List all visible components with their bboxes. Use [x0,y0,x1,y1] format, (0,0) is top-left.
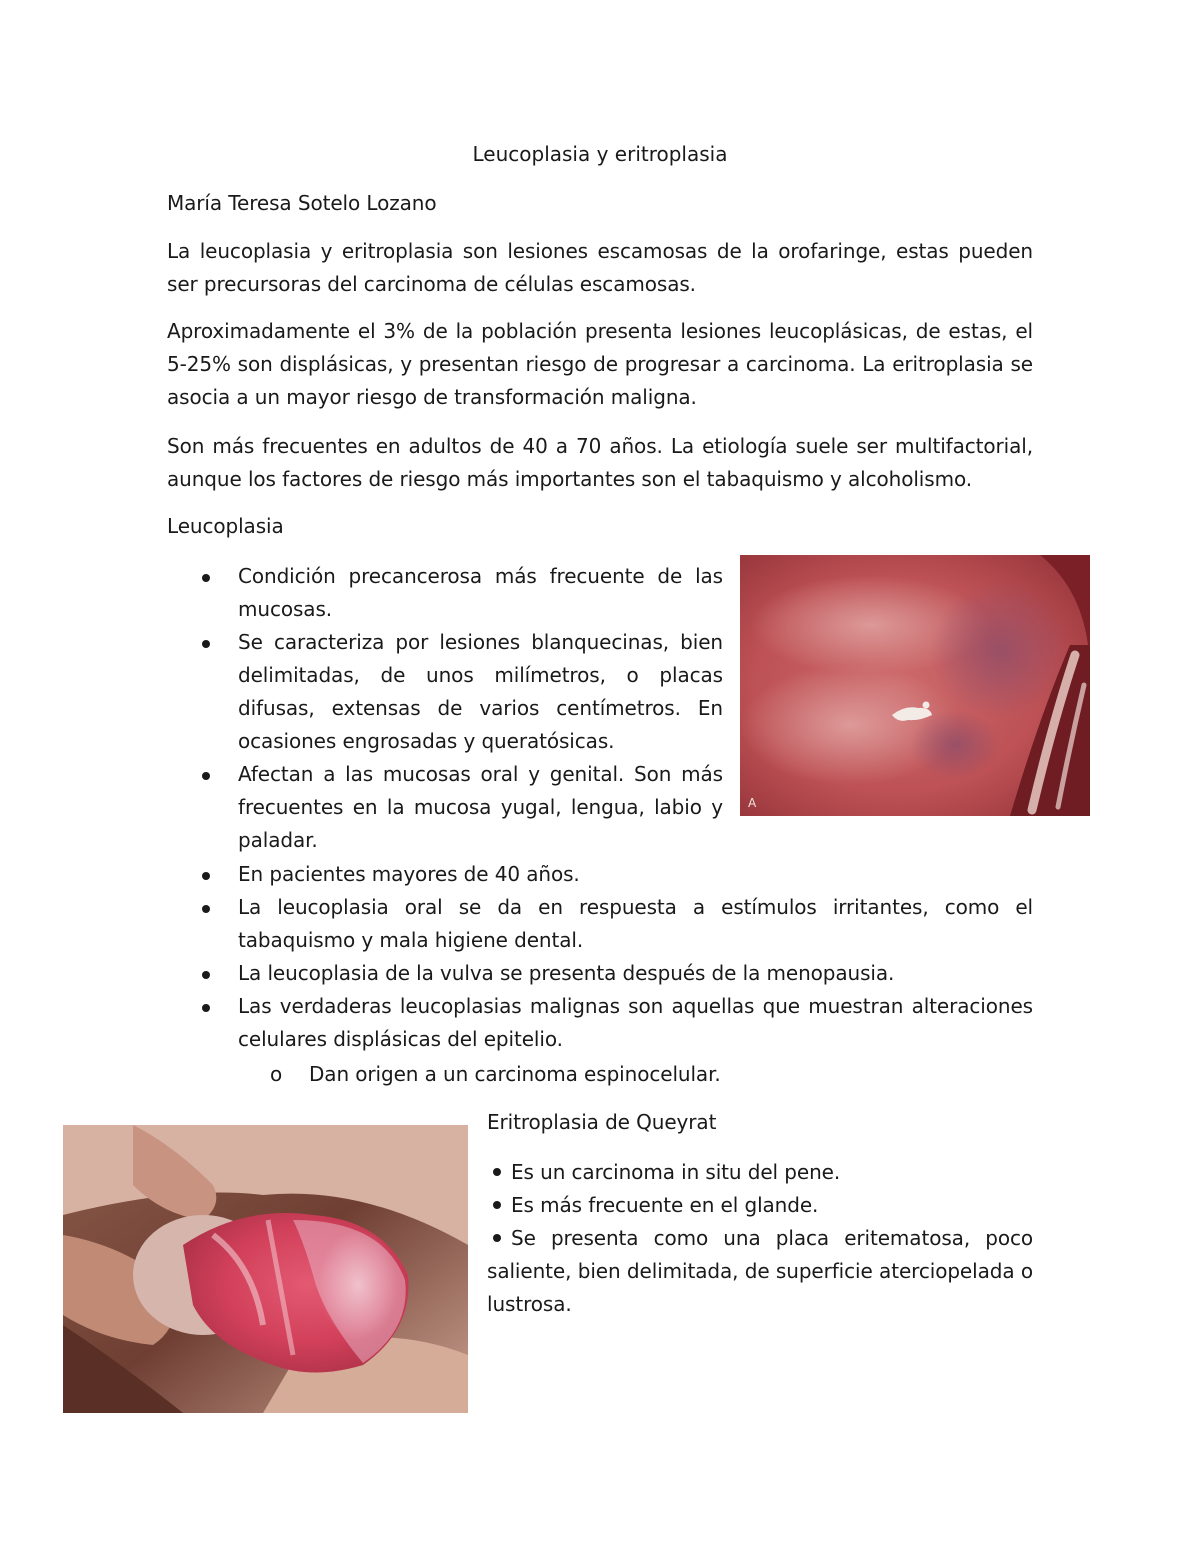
bullet-icon [493,1168,501,1176]
list-item [196,626,723,758]
list-item [487,1189,1033,1222]
erythroplasia-photo [63,1125,468,1413]
list-item [196,957,1033,990]
bullet-icon [202,1004,210,1012]
figure-label: A [748,796,757,810]
hollow-bullet-icon: o [270,1062,283,1086]
list-item-text: Las verdaderas leucoplasias malignas son aquellas que muestran alteraciones celulares displásicas del epitelio. [238,994,1033,1051]
bullet-icon [493,1201,501,1209]
leucoplasia-list-bottom [196,858,1033,1056]
list-item-text: Se caracteriza por lesiones blanquecinas, bien delimitadas, de unos milímetros, o placas difusas, extensas de varios centímetros. En ocasiones engrosadas y queratósicas. [238,630,723,753]
list-item-text: La leucoplasia de la vulva se presenta después de la menopausia. [238,961,895,985]
author-name: María Teresa Sotelo Lozano [167,191,437,215]
list-item [196,858,1033,891]
bullet-icon [493,1234,501,1242]
intro-paragraph: La leucoplasia y eritroplasia son lesiones escamosas de la orofaringe, estas pueden ser precursoras del carcinoma de células escamosas. [167,239,1033,296]
list-item [487,1222,1033,1321]
list-item-text: Se presenta como una placa eritematosa, poco saliente, bien delimitada, de superficie aterciopelada o lustrosa. [487,1226,1033,1316]
list-item [196,891,1033,957]
bullet-icon [202,872,210,880]
sub-list-item-text: Dan origen a un carcinoma espinocelular. [309,1062,721,1086]
leucoplasia-list-top [196,560,723,857]
list-item [196,560,723,626]
bullet-icon [202,574,210,582]
oral-leukoplakia-photo [740,555,1090,816]
list-item-text: Es un carcinoma in situ del pene. [511,1160,841,1184]
list-item [196,758,723,857]
bullet-icon [202,772,210,780]
epidemiology-paragraph: Son más frecuentes en adultos de 40 a 70 años. La etiología suele ser multifactorial, aunque los factores de riesgo más importantes son el tabaquismo y alcoholismo. [167,434,1033,491]
prevalence-paragraph: Aproximadamente el 3% de la población presenta lesiones leucoplásicas, de estas, el 5-25% son displásicas, y presentan riesgo de progresar a carcinoma. La eritroplasia se asocia a un mayor riesgo de transformación maligna. [167,319,1033,409]
bullet-icon [202,971,210,979]
leucoplasia-heading: Leucoplasia [167,514,284,538]
document-title: Leucoplasia y eritroplasia [472,142,728,166]
eritroplasia-heading: Eritroplasia de Queyrat [487,1110,717,1134]
list-item-text: Es más frecuente en el glande. [511,1193,819,1217]
list-item [487,1156,1033,1189]
list-item-text: Condición precancerosa más frecuente de las mucosas. [238,564,723,621]
list-item-text: Afectan a las mucosas oral y genital. Son más frecuentes en la mucosa yugal, lengua, labio y paladar. [238,762,723,852]
list-item-text: En pacientes mayores de 40 años. [238,862,580,886]
list-item-text: La leucoplasia oral se da en respuesta a estímulos irritantes, como el tabaquismo y mala higiene dental. [238,895,1033,952]
bullet-icon [202,905,210,913]
list-item [196,990,1033,1056]
bullet-icon [202,640,210,648]
eritroplasia-list [487,1156,1033,1321]
